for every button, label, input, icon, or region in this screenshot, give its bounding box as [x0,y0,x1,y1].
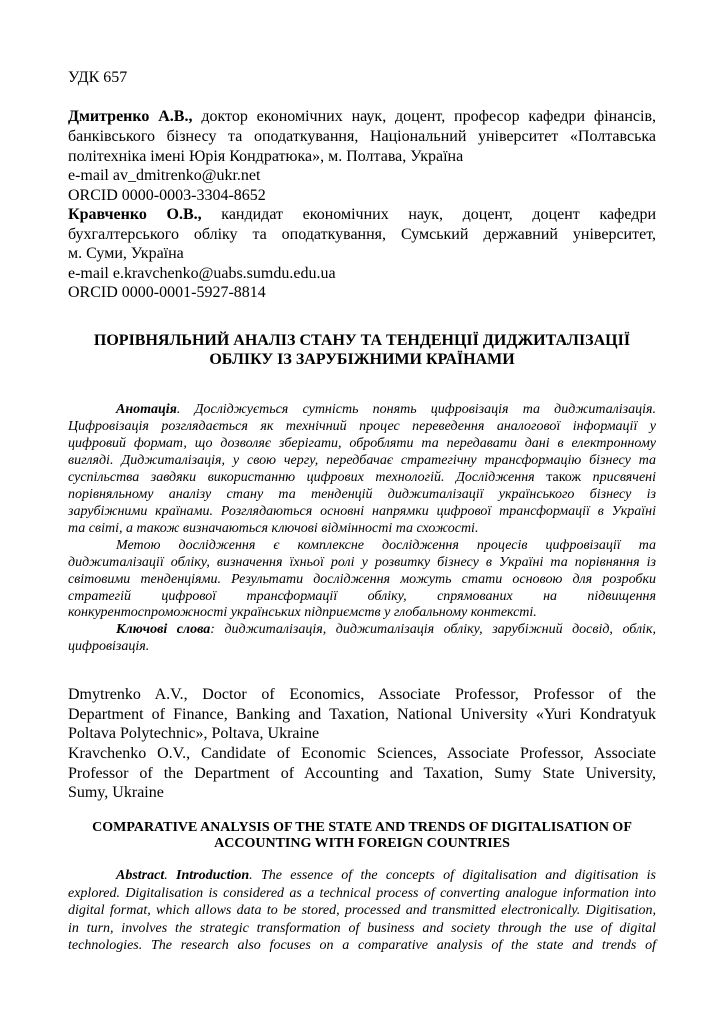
annotation-ua-line-3: цифровий формат, що дозволяє зберігати, обробляти та передавати дані в електронному [68,436,656,451]
author-ua-2-name: Кравченко О.В., [68,206,202,223]
annotation-ua-line-7: зарубіжними країнами. Розглядаються основні напрямки цифрової трансформації в Україні [68,504,656,519]
author-ua-1-line-2: банківського бізнесу та оподаткування, Національний університет «Полтавська [68,128,656,145]
abstract-en-line-5: technologies. The research also focuses on a comparative analysis of the state and trends of [68,938,656,953]
annotation-label: Анотація [116,402,177,417]
keywords-line-1: Ключові слова: диджиталізація, диджиталізація обліку, зарубіжний досвід, облік, [116,622,656,637]
author-en-1-line-3: Poltava Polytechnic», Poltava, Ukraine [68,725,320,742]
author-ua-1-email: e-mail av_dmitrenko@ukr.net [68,167,261,184]
author-ua-2-orcid: ORCID 0000-0001-5927-8814 [68,284,266,301]
annotation-ua-p2-line-5: конкурентоспроможності українських підприємств у глобальному контексті. [68,605,537,620]
keywords-label: Ключові слова [116,622,211,637]
author-ua-2-line-2: бухгалтерського обліку та оподаткування, Сумський державний університет, [68,226,656,243]
author-ua-1-line-3: політехніка імені Юрія Кондратюка», м. Полтава, Україна [68,148,464,165]
annotation-ua-p2-line-3: світовими тенденціями. Результати дослідження можуть стати основою для розробки [68,572,656,587]
title-ua-line-2: ОБЛІКУ ІЗ ЗАРУБІЖНИМИ КРАЇНАМИ [209,351,515,368]
author-ua-2-email: e-mail e.kravchenko@uabs.sumdu.edu.ua [68,265,336,282]
title-ua-line-1: ПОРІВНЯЛЬНИЙ АНАЛІЗ СТАНУ ТА ТЕНДЕНЦІЇ ДИДЖИТАЛІЗАЦІЇ [93,332,631,349]
author-en-2-line-3: Sumy, Ukraine [68,784,164,801]
abstract-en-line-3: digital format, which allows data to be stored, processed and transmitted electronically. Digitisation, [68,903,656,918]
annotation-ua-line-8: та світі, а також визначаються ключові відмінності та схожості. [68,521,479,536]
author-en-1-line-1: Dmytrenko A.V., Doctor of Economics, Associate Professor, Professor of the [68,686,656,703]
title-en-line-2: ACCOUNTING WITH FOREIGN COUNTRIES [214,836,510,851]
annotation-ua-p2-line-2: диджиталізації обліку, визначення їхньої ролі у розвитку бізнесу в Україні та порівняння із [68,555,656,570]
title-en-line-1: COMPARATIVE ANALYSIS OF THE STATE AND TRENDS OF DIGITALISATION OF [92,820,632,835]
author-ua-1-name: Дмитренко А.В., [68,108,193,125]
udk-code: УДК 657 [68,69,128,86]
author-ua-2-line-1: Кравченко О.В., кандидат економічних наук, доцент, доцент кафедри [68,206,656,223]
abstract-en-line-1: Abstract. Introduction. The essence of the concepts of digitalisation and digitisation is [116,868,656,883]
abstract-en-line-4: in turn, involves the strategic transformation of business and society through the use of digital [68,921,656,936]
annotation-ua-line-6: порівняльному аналізу стану та тенденцій диджиталізації українського бізнесу із [68,487,656,502]
introduction-label: Introduction [176,868,250,883]
author-en-1-line-2: Department of Finance, Banking and Taxation, National University «Yuri Kondratyuk [68,706,656,723]
annotation-ua-p2-line-4: стратегій цифрової трансформації обліку, спрямованих на підвищення [68,589,656,604]
annotation-ua-line-5: суспільства завдяки використанню цифрових технологій. Дослідження також присвячені [68,470,656,485]
abstract-en-line-2: explored. Digitalisation is considered as a technical process of converting analogue information into [68,886,656,901]
author-ua-1-line-1: Дмитренко А.В., доктор економічних наук, доцент, професор кафедри фінансів, [68,108,656,125]
annotation-ua-line-2: Цифровізація розглядається як технічний процес переведення аналогової інформації у [68,419,656,434]
keywords-line-2: цифровізація. [68,639,150,654]
author-ua-1-orcid: ORCID 0000-0003-3304-8652 [68,187,266,204]
author-en-2-line-1: Kravchenko O.V., Candidate of Economic Sciences, Associate Professor, Associate [68,745,656,762]
author-ua-2-line-3: м. Суми, Україна [68,245,184,262]
annotation-ua-p2-line-1: Метою дослідження є комплексне дослідження процесів цифровізації та [116,538,656,553]
abstract-label: Abstract [116,868,165,883]
annotation-ua-line-4: вигляді. Диджиталізація, у свою чергу, передбачає стратегічну трансформацію бізнесу та [68,453,656,468]
author-en-2-line-2: Professor of the Department of Accounting and Taxation, Sumy State University, [68,765,656,782]
annotation-ua-line-1: Анотація. Досліджується сутність понять цифровізація та диджиталізація. [116,402,656,417]
